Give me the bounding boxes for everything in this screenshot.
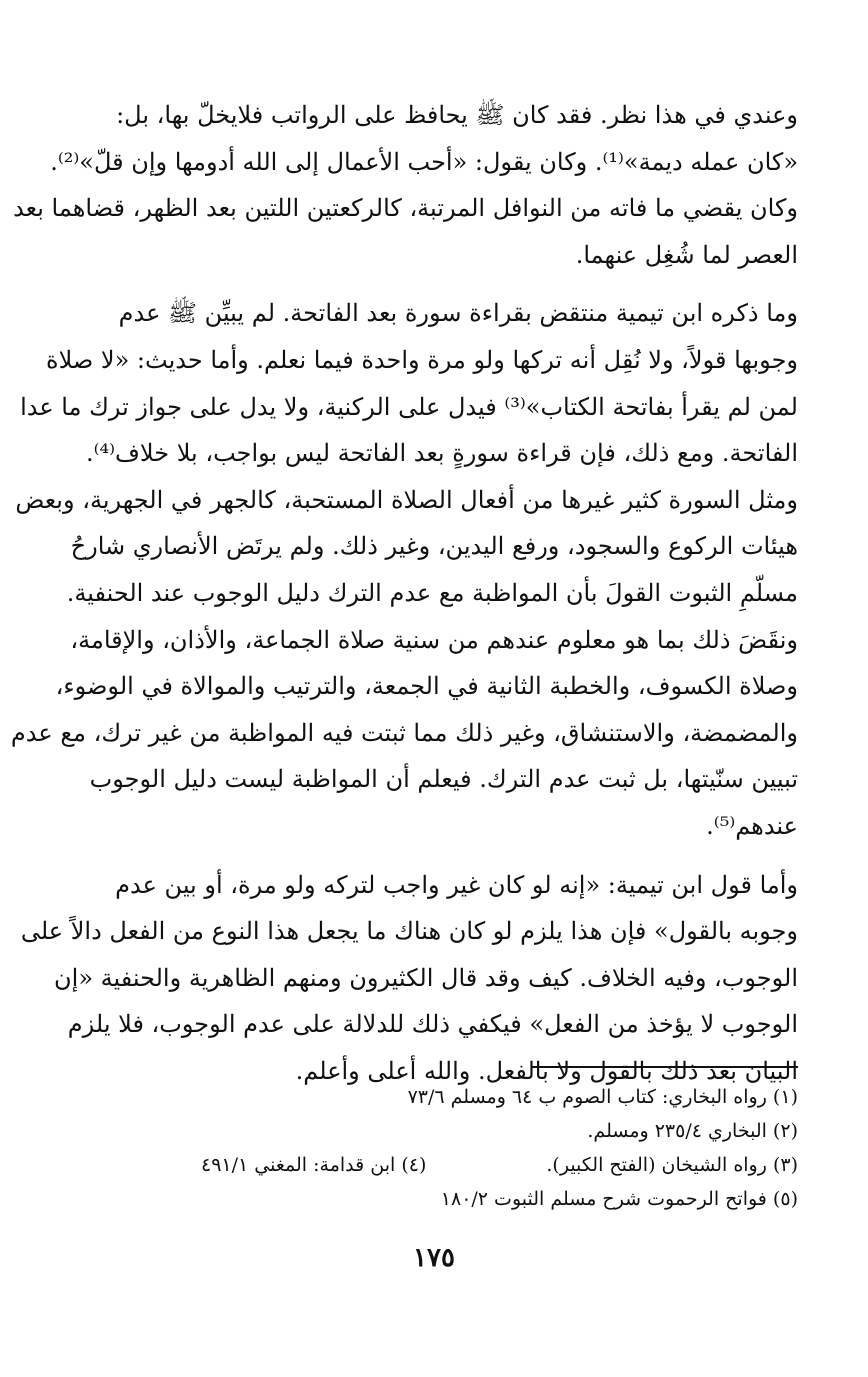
footnote-3-4 <box>96 1148 798 1182</box>
text-line: وجوبه بالقول» فإن هذا يلزم لو كان هناك ما يجعل هذا النوع من الفعل دالاً على <box>20 917 798 946</box>
text-line: تبيين سنّيتها، بل ثبت عدم الترك. فيعلم أن المواظبة ليست دليل الوجوب <box>89 765 798 794</box>
paragraph-1 <box>13 92 798 278</box>
text-line: وجوبها قولاً، ولا نُقِل أنه تركها ولو مرة واحدة فيما نعلم. وأما حديث: «لا صلاة <box>46 345 798 374</box>
text-line: ونقَضَ ذلك بما هو معلوم عندهم من سنية صلاة الجماعة، والأذان، والإقامة، <box>70 625 798 654</box>
footnote-4: (٤) ابن قدامة: المغني ٤٩١/١ <box>201 1154 427 1176</box>
text-line: «كان عمله ديمة»⁽¹⁾. وكان يقول: «أحب الأعمال إلى الله أدومها وإن قلّ»⁽²⁾. <box>50 147 798 176</box>
footnote-text: (١) رواه البخاري: كتاب الصوم ب ٦٤ ومسلم ٧٣/٦ <box>407 1086 798 1108</box>
text-line: وأما قول ابن تيمية: «إنه لو كان غير واجب لتركه ولو مرة، أو بين عدم <box>115 870 798 899</box>
paragraph-2 <box>10 290 798 849</box>
footnote-divider <box>532 1066 798 1068</box>
footnote-5 <box>96 1182 798 1216</box>
text-line: وصلاة الكسوف، والخطبة الثانية في الجمعة، والترتيب والموالاة في الوضوء، <box>55 672 798 701</box>
text-line: والمضمضة، والاستنشاق، وغير ذلك مما ثبتت فيه المواظبة من غير ترك، مع عدم <box>10 718 798 747</box>
footnote-2 <box>96 1114 798 1148</box>
text-line: ومثل السورة كثير غيرها من أفعال الصلاة المستحبة، كالجهر في الجهرية، وبعض <box>15 485 798 514</box>
footnote-1 <box>96 1080 798 1114</box>
text-line: مسلّمِ الثبوت القولَ بأن المواظبة مع عدم الترك دليل الوجوب عند الحنفية. <box>66 578 798 607</box>
text-line: وكان يقضي ما فاته من النوافل المرتبة، كالركعتين اللتين بعد الظهر، قضاهما بعد <box>13 194 798 223</box>
footnotes <box>96 1080 798 1216</box>
text-line: البيان بعد ذلك بالقول ولا بالفعل. والله أعلى وأعلم. <box>295 1056 798 1085</box>
body-text <box>10 92 798 1094</box>
text-line: العصر لما شُغِل عنهما. <box>575 240 798 269</box>
page-number: ١٧٥ <box>413 1243 455 1273</box>
text-line: الوجوب لا يؤخذ من الفعل» فيكفي ذلك للدلالة على عدم الوجوب، فلا يلزم <box>67 1010 798 1039</box>
text-line: الفاتحة. ومع ذلك، فإن قراءة سورةٍ بعد الفاتحة ليس بواجب، بلا خلاف⁽⁴⁾. <box>86 439 798 468</box>
footnote-text: (٥) فواتح الرحموت شرح مسلم الثبوت ١٨٠/٢ <box>440 1188 798 1210</box>
footnote-3: (٣) رواه الشيخان (الفتح الكبير). <box>546 1154 798 1176</box>
text-line: عندهم⁽⁵⁾. <box>706 811 798 840</box>
footnote-text: (٢) البخاري ٢٣٥/٤ ومسلم. <box>587 1120 798 1142</box>
text-line: هيئات الركوع والسجود، ورفع اليدين، وغير ذلك. ولم يرتَض الأنصاري شارحُ <box>70 532 798 561</box>
text-line: وما ذكره ابن تيمية منتقض بقراءة سورة بعد الفاتحة. لم يبيِّن ﷺ عدم <box>118 299 798 328</box>
paragraph-3 <box>20 862 798 1095</box>
text-line: الوجوب، وفيه الخلاف. كيف وقد قال الكثيرون ومنهم الظاهرية والحنفية «إن <box>54 963 798 992</box>
text-line: لمن لم يقرأ بفاتحة الكتاب»⁽³⁾ فيدل على الركنية، ولا يدل على جواز ترك ما عدا <box>20 392 798 421</box>
text-line: وعندي في هذا نظر. فقد كان ﷺ يحافظ على الرواتب فلايخلّ بها، بل: <box>116 101 798 129</box>
